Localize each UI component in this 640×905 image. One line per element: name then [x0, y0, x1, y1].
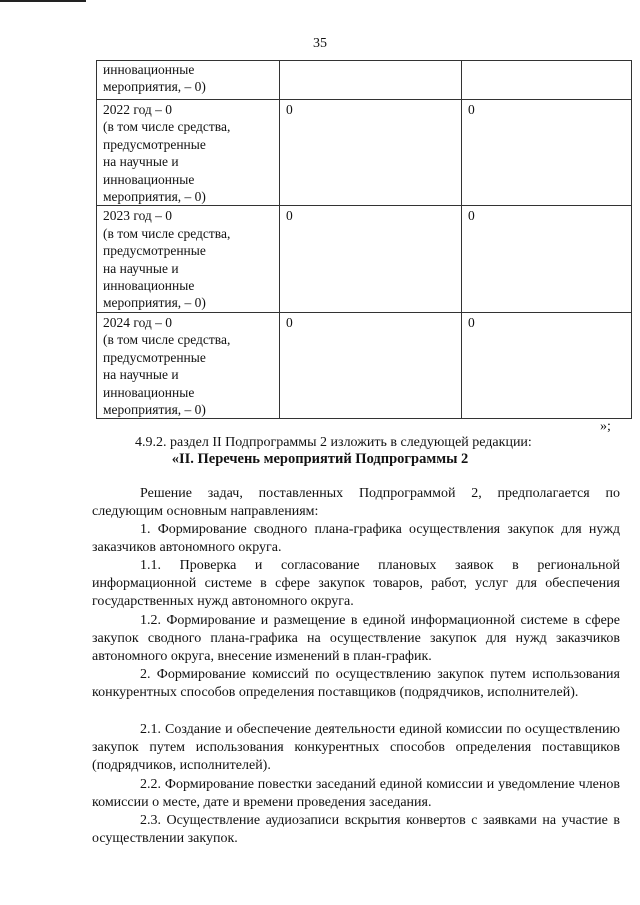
paragraph-2-2: 2.2. Формирование повестки заседаний единой комиссии и уведомление членов комиссии о месте, дате и времени проведения заседания.: [92, 777, 620, 811]
cell-line: 2024 год – 0: [103, 314, 173, 330]
cell-line: на научные и: [103, 367, 179, 383]
table-cell-value: 0: [280, 312, 462, 418]
cell-line: 2023 год – 0: [103, 208, 173, 224]
cell-line: инновационные: [103, 171, 195, 187]
table-cell-value: 0: [462, 206, 632, 312]
funding-table: [96, 60, 632, 419]
paragraph-2: 2. Формирование комиссий по осуществлению закупок путем использования конкурентных способов определения поставщиков (подрядчиков, исполнителей).: [92, 667, 620, 701]
cell-line: (в том числе средства,: [103, 119, 231, 135]
table-cell-period: [97, 100, 280, 206]
cell-line: предусмотренные: [103, 349, 206, 365]
section-heading: «II. Перечень мероприятий Подпрограммы 2: [171, 451, 469, 467]
closing-quote: »;: [600, 419, 611, 434]
table-cell-period: [97, 312, 280, 418]
cell-line: инновационные: [103, 62, 195, 77]
table-cell-value: 0: [462, 312, 632, 418]
table-cell-period: [97, 206, 280, 312]
table-row: [97, 312, 632, 418]
paragraph-intro: Решение задач, поставленных Подпрограммой 2, предполагается по следующим основным направлениям:: [92, 486, 620, 520]
paragraph-2-3: 2.3. Осуществление аудиозаписи вскрытия конвертов с заявками на участие в осуществлении закупок.: [92, 813, 620, 847]
amendment-intro: 4.9.2. раздел II Подпрограммы 2 изложить в следующей редакции:: [135, 435, 532, 450]
top-rule: [0, 0, 86, 2]
table-row: [97, 100, 632, 206]
table-row: [97, 206, 632, 312]
cell-line: предусмотренные: [103, 243, 206, 259]
cell-line: (в том числе средства,: [103, 225, 231, 241]
table-cell-value: 0: [280, 206, 462, 312]
table-cell-value: [280, 61, 462, 100]
cell-line: предусмотренные: [103, 136, 206, 152]
paragraph-1: 1. Формирование сводного плана-графика осуществления закупок для нужд заказчиков автономного округа.: [92, 522, 620, 556]
cell-line: мероприятия, – 0): [103, 189, 206, 205]
table-cell-value: 0: [462, 100, 632, 206]
cell-line: мероприятия, – 0): [103, 79, 206, 95]
cell-line: на научные и: [103, 260, 179, 276]
table-cell-value: 0: [280, 100, 462, 206]
cell-line: 2022 год – 0: [103, 102, 173, 117]
table-cell-value: [462, 61, 632, 100]
paragraph-1-1: 1.1. Проверка и согласование плановых заявок в региональной информационной системе в сфере закупок товаров, работ, услуг для обеспечения государственных нужд автономного округа.: [92, 558, 620, 610]
cell-line: инновационные: [103, 278, 195, 294]
cell-line: (в том числе средства,: [103, 332, 231, 348]
cell-line: на научные и: [103, 154, 179, 170]
page-number: 35: [313, 36, 327, 51]
cell-line: инновационные: [103, 384, 195, 400]
cell-line: мероприятия, – 0): [103, 295, 206, 311]
cell-line: мероприятия, – 0): [103, 401, 206, 417]
table-cell-period: [97, 61, 280, 100]
paragraph-1-2: 1.2. Формирование и размещение в единой информационной системе в сфере закупок сводного плана-графика на осуществление закупок для нужд заказчиков автономного округа, внесение изменений в план-график.: [92, 613, 620, 665]
table-row: [97, 61, 632, 100]
paragraph-2-1: 2.1. Создание и обеспечение деятельности единой комиссии по осуществлению закупок путем использования конкурентных способов определения поставщиков (подрядчиков, исполнителей).: [92, 722, 620, 774]
